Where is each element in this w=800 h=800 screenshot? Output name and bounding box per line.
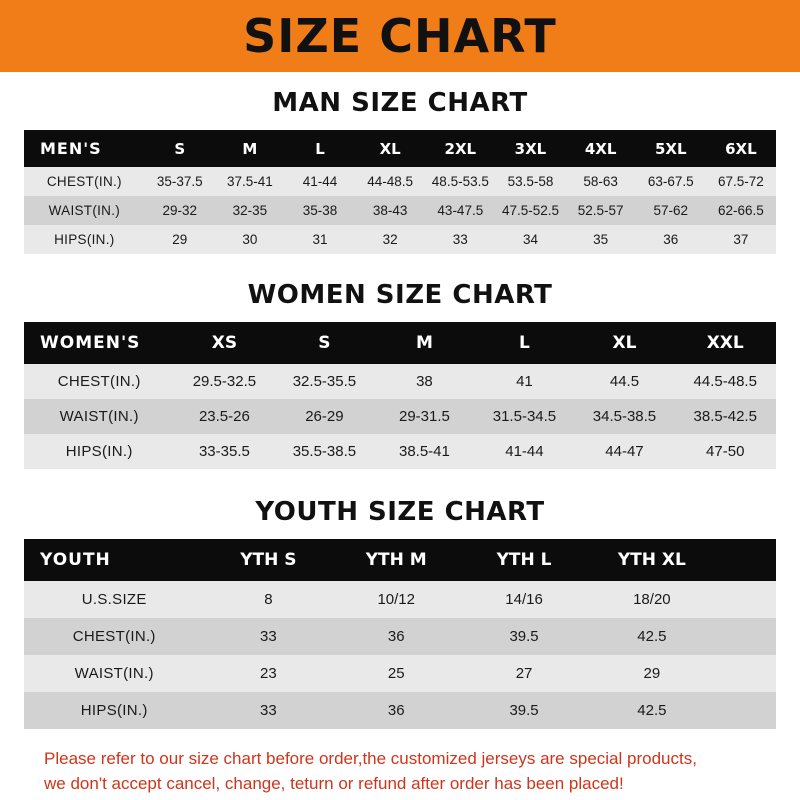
table-cell: 25 xyxy=(332,655,460,692)
row-label: CHEST(IN.) xyxy=(24,167,145,196)
table-cell: 53.5-58 xyxy=(495,167,565,196)
man-size-table xyxy=(24,130,776,254)
footer-line-2: we don't accept cancel, change, teturn or refund after order has been placed! xyxy=(44,773,624,793)
column-header: 6XL xyxy=(706,130,776,167)
table-cell: 44-48.5 xyxy=(355,167,425,196)
table-cell: 33-35.5 xyxy=(174,434,274,469)
table-cell: 33 xyxy=(204,692,332,729)
footer-line-1: Please refer to our size chart before order,the customized jerseys are special products, xyxy=(44,749,697,768)
table-cell: 35.5-38.5 xyxy=(274,434,374,469)
table-cell: 63-67.5 xyxy=(636,167,706,196)
table-cell: 37 xyxy=(706,225,776,254)
column-header: M xyxy=(215,130,285,167)
table-cell: 32-35 xyxy=(215,196,285,225)
table-cell: 29-31.5 xyxy=(374,399,474,434)
column-header: YTH L xyxy=(460,539,588,581)
table-cell: 44.5-48.5 xyxy=(674,364,776,399)
table-cell: 38 xyxy=(374,364,474,399)
table-cell-spacer xyxy=(716,581,776,618)
table-cell: 36 xyxy=(332,618,460,655)
table-cell: 30 xyxy=(215,225,285,254)
table-cell: 38.5-42.5 xyxy=(674,399,776,434)
table-cell: 29-32 xyxy=(145,196,215,225)
column-header: XL xyxy=(355,130,425,167)
table-cell: 41-44 xyxy=(474,434,574,469)
table-header-row xyxy=(24,130,776,167)
table-row xyxy=(24,225,776,254)
column-header: S xyxy=(145,130,215,167)
table-cell: 38-43 xyxy=(355,196,425,225)
table-cell-spacer xyxy=(716,618,776,655)
row-label: CHEST(IN.) xyxy=(24,618,204,655)
table-cell: 47.5-52.5 xyxy=(495,196,565,225)
table-cell: 48.5-53.5 xyxy=(425,167,495,196)
table-cell: 38.5-41 xyxy=(374,434,474,469)
table-cell: 62-66.5 xyxy=(706,196,776,225)
table-row xyxy=(24,618,776,655)
table-row xyxy=(24,399,776,434)
women-size-table xyxy=(24,322,776,469)
table-cell-spacer xyxy=(716,692,776,729)
table-cell: 27 xyxy=(460,655,588,692)
table-cell: 33 xyxy=(425,225,495,254)
table-cell: 23 xyxy=(204,655,332,692)
youth-section-title: YOUTH SIZE CHART xyxy=(255,497,545,527)
table-cell: 35-37.5 xyxy=(145,167,215,196)
table-row xyxy=(24,581,776,618)
table-cell: 29 xyxy=(588,655,716,692)
table-row xyxy=(24,692,776,729)
table-cell: 10/12 xyxy=(332,581,460,618)
table-cell: 35-38 xyxy=(285,196,355,225)
column-header: 5XL xyxy=(636,130,706,167)
column-header: XXL xyxy=(674,322,776,364)
table-row xyxy=(24,364,776,399)
table-cell: 26-29 xyxy=(274,399,374,434)
table-row xyxy=(24,655,776,692)
table-header-row xyxy=(24,539,776,581)
women-section-title: WOMEN SIZE CHART xyxy=(247,280,553,310)
table-cell: 44.5 xyxy=(574,364,674,399)
column-header: YTH S xyxy=(204,539,332,581)
table-cell: 14/16 xyxy=(460,581,588,618)
table-cell-spacer xyxy=(716,655,776,692)
table-header-row xyxy=(24,322,776,364)
table-cell: 47-50 xyxy=(674,434,776,469)
column-header: YTH XL xyxy=(588,539,716,581)
table-cell: 36 xyxy=(636,225,706,254)
table-cell: 32 xyxy=(355,225,425,254)
column-header: WOMEN'S xyxy=(24,322,174,364)
chart-content xyxy=(0,88,800,796)
table-cell: 33 xyxy=(204,618,332,655)
column-header: XS xyxy=(174,322,274,364)
table-cell: 34.5-38.5 xyxy=(574,399,674,434)
row-label: HIPS(IN.) xyxy=(24,434,174,469)
table-cell: 67.5-72 xyxy=(706,167,776,196)
column-header: XL xyxy=(574,322,674,364)
table-cell: 35 xyxy=(566,225,636,254)
table-cell: 43-47.5 xyxy=(425,196,495,225)
table-cell: 23.5-26 xyxy=(174,399,274,434)
column-header: MEN'S xyxy=(24,130,145,167)
row-label: WAIST(IN.) xyxy=(24,655,204,692)
column-header: 2XL xyxy=(425,130,495,167)
table-cell: 41-44 xyxy=(285,167,355,196)
table-cell: 52.5-57 xyxy=(566,196,636,225)
table-cell: 31 xyxy=(285,225,355,254)
column-header: 4XL xyxy=(566,130,636,167)
table-cell: 58-63 xyxy=(566,167,636,196)
table-cell: 42.5 xyxy=(588,618,716,655)
table-cell: 36 xyxy=(332,692,460,729)
table-cell: 32.5-35.5 xyxy=(274,364,374,399)
column-header: L xyxy=(474,322,574,364)
row-label: HIPS(IN.) xyxy=(24,225,145,254)
youth-size-table xyxy=(24,539,776,729)
column-header-spacer xyxy=(716,539,776,581)
column-header: M xyxy=(374,322,474,364)
row-label: U.S.SIZE xyxy=(24,581,204,618)
table-cell: 44-47 xyxy=(574,434,674,469)
table-cell: 42.5 xyxy=(588,692,716,729)
row-label: WAIST(IN.) xyxy=(24,399,174,434)
table-row xyxy=(24,434,776,469)
table-cell: 31.5-34.5 xyxy=(474,399,574,434)
column-header: YTH M xyxy=(332,539,460,581)
footer-disclaimer xyxy=(44,747,756,796)
table-cell: 39.5 xyxy=(460,618,588,655)
man-section-title: MAN SIZE CHART xyxy=(272,88,528,118)
table-cell: 57-62 xyxy=(636,196,706,225)
table-cell: 29.5-32.5 xyxy=(174,364,274,399)
row-label: HIPS(IN.) xyxy=(24,692,204,729)
column-header: L xyxy=(285,130,355,167)
page-title: SIZE CHART xyxy=(243,9,557,63)
row-label: CHEST(IN.) xyxy=(24,364,174,399)
column-header: S xyxy=(274,322,374,364)
table-cell: 41 xyxy=(474,364,574,399)
table-cell: 29 xyxy=(145,225,215,254)
table-cell: 39.5 xyxy=(460,692,588,729)
column-header: YOUTH xyxy=(24,539,204,581)
table-cell: 8 xyxy=(204,581,332,618)
table-cell: 37.5-41 xyxy=(215,167,285,196)
row-label: WAIST(IN.) xyxy=(24,196,145,225)
table-row xyxy=(24,196,776,225)
table-cell: 18/20 xyxy=(588,581,716,618)
table-cell: 34 xyxy=(495,225,565,254)
table-row xyxy=(24,167,776,196)
header-banner xyxy=(0,0,800,72)
column-header: 3XL xyxy=(495,130,565,167)
